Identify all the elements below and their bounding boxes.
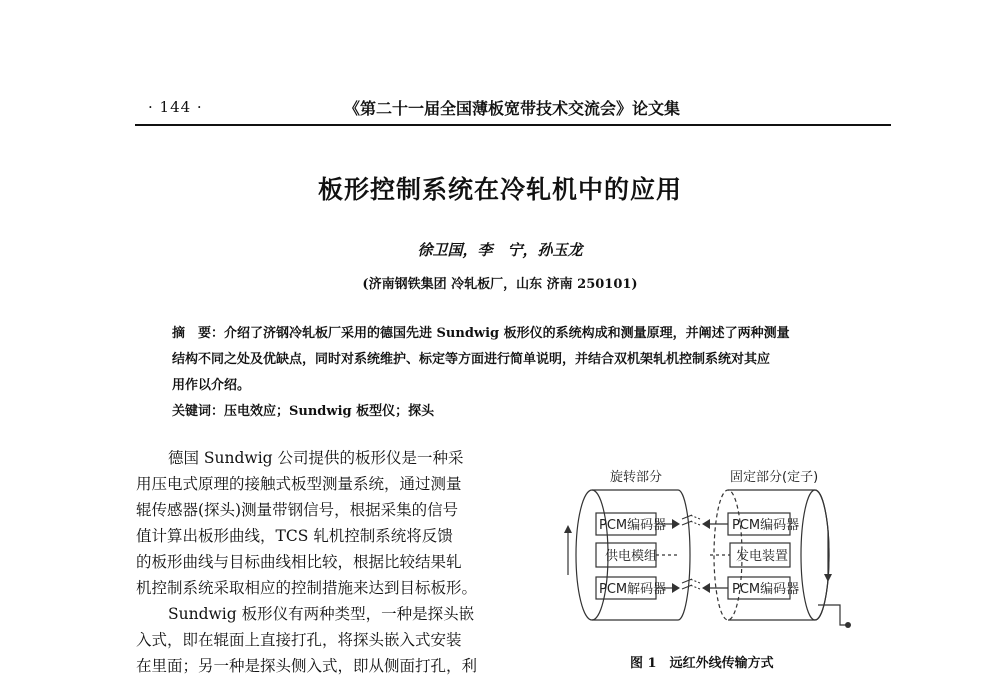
stator-drum-end <box>801 490 829 620</box>
header-rule <box>135 124 891 126</box>
label-stationary: 固定部分(定子) <box>730 470 819 485</box>
abstract-line: 用作以介绍。 <box>172 378 251 393</box>
abstract-line: 摘 要：介绍了济钢冷轧板厂采用的德国先进 Sundwig 板形仪的系统构成和测量原理，并阐述了两种测量 <box>172 326 790 341</box>
body-line: 机控制系统采取相应的控制措施来达到目标板形。 <box>136 579 478 597</box>
led-icon <box>672 583 680 593</box>
ground-wire <box>818 605 846 625</box>
journal-title: 《第二十一届全国薄板宽带技术交流会》论文集 <box>344 99 681 118</box>
running-head <box>138 96 890 122</box>
affiliation: (济南钢铁集团 冷轧板厂，山东 济南 250101) <box>362 277 638 292</box>
rotating-drum-end <box>576 490 608 620</box>
photodiode-icon <box>702 519 710 529</box>
authors: 徐卫国，李 宁，孙玉龙 <box>417 241 583 259</box>
box-label: 发电装置 <box>736 549 789 564</box>
paper-title: 板形控制系统在冷轧机中的应用 <box>317 175 682 204</box>
body-line: 入式，即在辊面上直接打孔，将探头嵌入式安装 <box>136 631 462 649</box>
transmission-diagram <box>560 465 860 640</box>
abstract-line: 结构不同之处及优缺点，同时对系统维护、标定等方面进行简单说明，并结合双机架轧机控制系统对其应 <box>172 352 771 367</box>
box-label: PCM解码器 <box>599 582 667 597</box>
box-label: 供电模组 <box>605 549 658 564</box>
led-icon <box>672 519 680 529</box>
photodiode-icon <box>702 583 710 593</box>
body-line: Sundwig 板形仪有两种类型，一种是探头嵌 <box>168 605 475 623</box>
keywords: 关键词：压电效应；Sundwig 板型仪；探头 <box>172 404 435 419</box>
body-line: 用压电式原理的接触式板型测量系统，通过测量 <box>136 475 462 493</box>
body-line: 在里面；另一种是探头侧入式，即从侧面打孔，利 <box>136 657 478 675</box>
body-line: 辊传感器(探头)测量带钢信号，根据采集的信号 <box>136 501 459 519</box>
body-line: 德国 Sundwig 公司提供的板形仪是一种采 <box>168 449 464 467</box>
box-label: PCM编码器 <box>732 582 800 597</box>
figure-caption: 图 1 远红外线传输方式 <box>630 656 774 671</box>
body-line: 值计算出板形曲线，TCS 轧机控制系统将反馈 <box>136 527 453 545</box>
body-line: 的板形曲线与目标曲线相比较，根据比较结果轧 <box>136 553 462 571</box>
page-number: · 144 · <box>148 98 203 116</box>
label-rotating: 旋转部分 <box>610 470 663 485</box>
ground-icon <box>845 622 851 628</box>
box-label: PCM编码器 <box>599 518 667 533</box>
box-label: PCM编码器 <box>732 518 800 533</box>
